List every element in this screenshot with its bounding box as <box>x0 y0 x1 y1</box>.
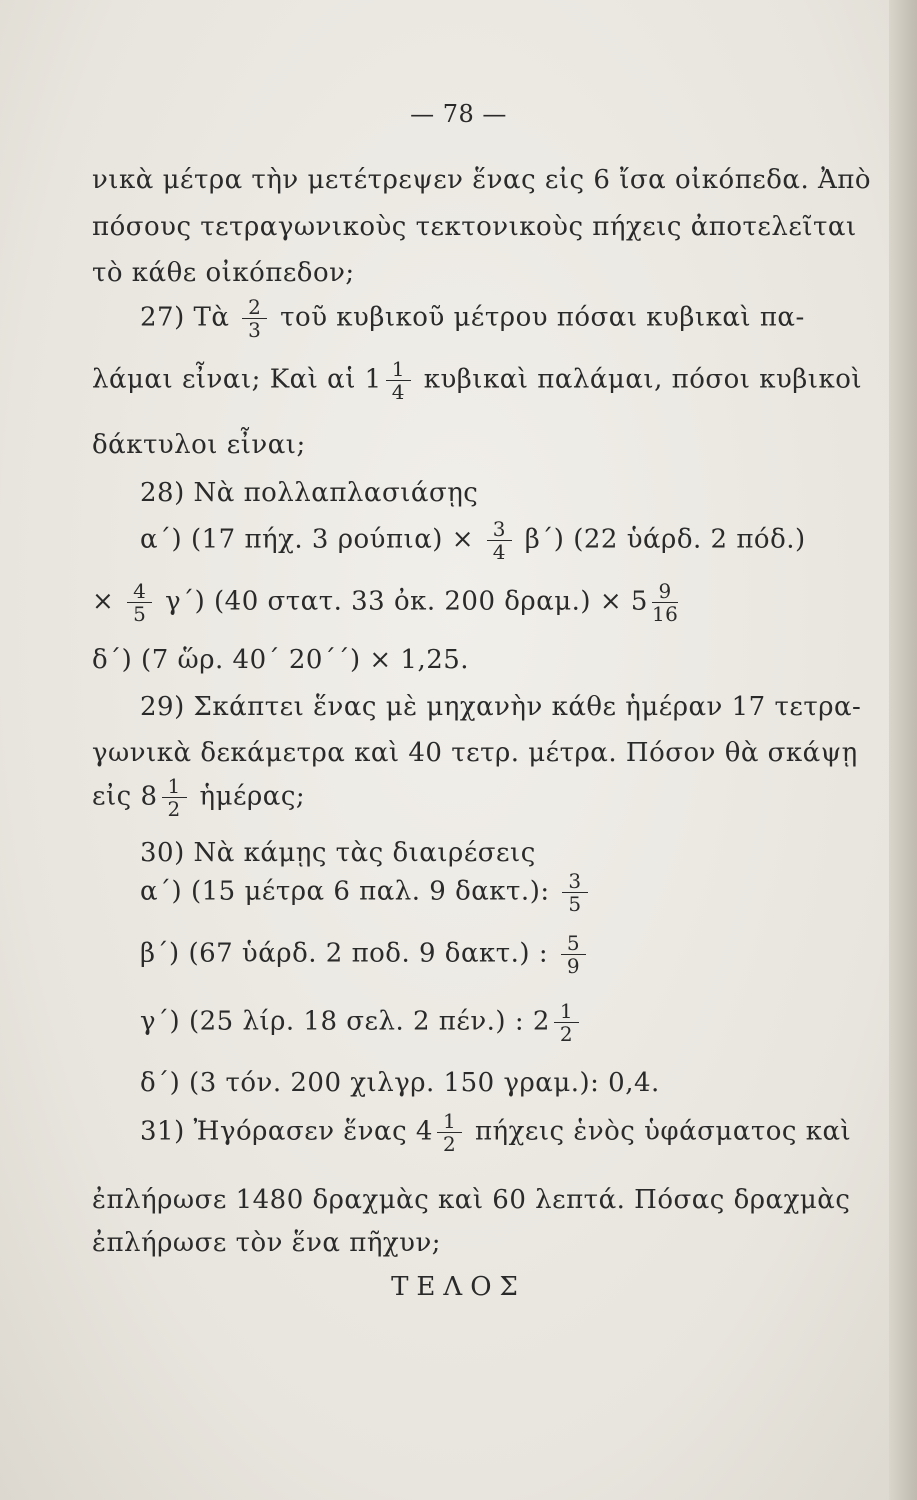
text-segment: α΄) (15 μέτρα 6 παλ. 9 δακτ.): <box>140 876 550 907</box>
problem-27 <box>140 296 900 341</box>
numerator: 1 <box>386 358 411 381</box>
numerator: 4 <box>127 580 152 603</box>
text-line: δ΄) (7 ὥρ. 40΄ 20΄΄) × 1,25. <box>92 645 470 675</box>
denominator: 2 <box>559 1022 574 1046</box>
denominator: 9 <box>566 954 581 978</box>
text-segment: ἡμέρας; <box>199 781 306 812</box>
text-line: τὸ κάθε οἰκόπεδον; <box>92 258 355 288</box>
numerator: 1 <box>554 1000 579 1023</box>
text-line: δ΄) (3 τόν. 200 χιλγρ. 150 γραμ.): 0,4. <box>140 1068 660 1098</box>
fraction <box>652 580 678 625</box>
numerator: 3 <box>487 518 512 541</box>
text-segment: πήχεις ἑνὸς ὑφάσματος καὶ <box>474 1116 852 1147</box>
denominator: 2 <box>167 797 181 821</box>
denominator: 4 <box>391 380 405 404</box>
numerator: 9 <box>652 580 678 603</box>
text-line <box>140 932 900 977</box>
page-number: — 78 — <box>410 100 507 128</box>
text-line <box>140 870 900 915</box>
denominator: 16 <box>651 602 679 626</box>
fraction <box>561 932 586 977</box>
fraction <box>554 1000 579 1045</box>
text-line <box>140 518 900 563</box>
text-segment: 31) Ἠγόρασεν ἕνας 4 <box>140 1116 433 1147</box>
numerator: 1 <box>162 775 187 798</box>
numerator: 3 <box>562 870 587 893</box>
text-line: πόσους τετραγωνικοὺς τεκτονικοὺς πήχεις ἀποτελεῖται <box>92 212 857 242</box>
text-segment: λάμαι εἶναι; Καὶ αἱ 1 <box>92 364 382 395</box>
denominator: 5 <box>133 602 147 626</box>
text-line: δάκτυλοι εἶναι; <box>92 430 306 460</box>
fraction <box>487 518 512 563</box>
fraction <box>162 775 187 820</box>
numerator: 1 <box>437 1110 462 1133</box>
text-segment: 27) Τὰ <box>140 302 230 333</box>
text-line: νικὰ μέτρα τὴν μετέτρεψεν ἕνας εἰς 6 ἴσα οἰκόπεδα. Ἀπὸ <box>92 165 872 195</box>
text-segment: γ΄) (40 στατ. 33 ὀκ. 200 δραμ.) × 5 <box>165 586 648 617</box>
text-segment: γ΄) (25 λίρ. 18 σελ. 2 πέν.) : 2 <box>140 1006 550 1037</box>
text-line <box>92 775 852 820</box>
denominator: 2 <box>442 1132 457 1156</box>
text-line <box>92 357 863 404</box>
fraction <box>242 296 267 341</box>
fraction <box>562 870 587 915</box>
numerator: 2 <box>242 296 267 319</box>
text-segment: β΄) (67 ὑάρδ. 2 ποδ. 9 δακτ.) : <box>140 938 549 969</box>
text-line <box>140 1000 900 1045</box>
problem-31 <box>140 1110 900 1155</box>
text-segment: β΄) (22 ὑάρδ. 2 πόδ.) <box>524 524 806 555</box>
fraction <box>437 1110 462 1155</box>
numerator: 5 <box>561 932 586 955</box>
problem-29: 29) Σκάπτει ἕνας μὲ μηχανὴν κάθε ἡμέραν 17 τετρα- <box>140 692 862 722</box>
problem-28: 28) Νὰ πολλαπλασιάσῃς <box>140 478 479 508</box>
text-line: γωνικὰ δεκάμετρα καὶ 40 τετρ. μέτρα. Πόσον θὰ σκάψῃ <box>92 738 858 768</box>
text-line: ἐπλήρωσε 1480 δραχμὰς καὶ 60 λεπτά. Πόσας δραχμὰς <box>92 1185 851 1215</box>
text-segment: εἰς 8 <box>92 781 158 812</box>
text-line <box>92 580 852 625</box>
fraction <box>127 580 152 625</box>
fraction <box>386 358 411 403</box>
text-segment: κυβικαὶ παλάμαι, πόσοι κυβικοὶ <box>423 364 863 395</box>
denominator: 4 <box>492 540 506 564</box>
text-segment: × <box>92 586 115 617</box>
problem-30: 30) Νὰ κάμῃς τὰς διαιρέσεις <box>140 838 536 868</box>
denominator: 3 <box>248 318 262 342</box>
text-line: ἐπλήρωσε τὸν ἕνα πῆχυν; <box>92 1228 442 1258</box>
denominator: 5 <box>568 892 582 916</box>
text-segment: τοῦ κυβικοῦ μέτρου πόσαι κυβικαὶ πα- <box>280 302 805 333</box>
text-segment: α΄) (17 πήχ. 3 ρούπια) × <box>140 524 474 555</box>
end-title: ΤΕΛΟΣ <box>391 1272 526 1302</box>
